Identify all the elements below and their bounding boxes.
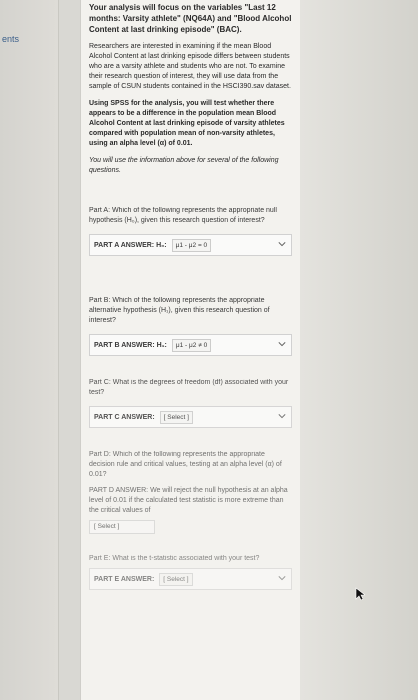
nav-item-contents[interactable]: ents: [2, 34, 20, 44]
part-b-selected-value[interactable]: μ1 - μ2 ≠ 0: [172, 339, 211, 352]
part-b-question: Part B: Which of the following represents the appropriate alternative hypothesis (H₁), given this research question of interest?: [89, 297, 270, 324]
part-b-answer-label: PART B ANSWER: H₁:: [94, 341, 167, 349]
part-c: [89, 378, 292, 428]
mouse-cursor-icon: [355, 587, 365, 601]
part-a: [89, 206, 292, 256]
question-panel: [80, 0, 300, 700]
info-note: You will use the information above for several of the following questions.: [89, 157, 279, 174]
chevron-down-icon: [278, 574, 286, 582]
part-c-answer-dropdown[interactable]: [89, 406, 292, 428]
part-e-answer-dropdown[interactable]: [89, 568, 292, 590]
part-d-answer-text: PART D ANSWER: We will reject the null hypothesis at an alpha level of 0.01 if the calculated test statistic is more extreme than the critical values of: [89, 487, 288, 514]
variables-intro: Your analysis will focus on the variables "Last 12 months: Varsity athlete" (NQ64A) and "Blood Alcohol Content at last drinking episode" (BAC).: [89, 3, 292, 34]
chevron-down-icon: [278, 340, 286, 348]
part-c-selected-value[interactable]: [ Select ]: [160, 411, 193, 424]
part-b: [89, 296, 292, 356]
part-c-answer-label: PART C ANSWER:: [94, 413, 155, 421]
part-a-answer-label: PART A ANSWER: H₀:: [94, 241, 167, 249]
part-e: [89, 554, 292, 590]
part-e-question: Part E: What is the t-statistic associated with your test?: [89, 555, 260, 562]
part-d-answer-dropdown[interactable]: [ Select ]: [89, 520, 155, 534]
part-c-question: Part C: What is the degrees of freedom (df) associated with your test?: [89, 379, 289, 396]
part-d-question: Part D: Which of the following represents the appropriate decision rule and critical values, testing at an alpha level (α) of 0.01?: [89, 451, 282, 478]
chevron-down-icon: [278, 412, 286, 420]
chevron-down-icon: [278, 240, 286, 248]
part-e-answer-label: PART E ANSWER:: [94, 575, 155, 583]
part-a-answer-dropdown[interactable]: [89, 234, 292, 256]
research-paragraph: Researchers are interested in examining if the mean Blood Alcohol Content at last drinking episode differs between students who are a varsity athlete and students who are not. To examine their research question of interest, they will use data from the sample of CSUN students contained in the HSCI390.sav dataset.: [89, 43, 291, 90]
part-a-selected-value[interactable]: μ1 - μ2 = 0: [172, 239, 212, 252]
part-b-answer-dropdown[interactable]: [89, 334, 292, 356]
part-a-question: Part A: Which of the following represents the appropriate null hypothesis (H₀), given this research question of interest?: [89, 207, 277, 224]
spss-instructions: Using SPSS for the analysis, you will test whether there appears to be a difference in the population mean Blood Alcohol Content at last drinking episode of varsity athletes compared with population mean of non-varsity athletes, using an alpha level (α) of 0.01.: [89, 100, 285, 147]
course-nav-rail: [0, 0, 59, 700]
part-e-selected-value[interactable]: [ Select ]: [159, 573, 192, 586]
part-d: [89, 450, 292, 534]
